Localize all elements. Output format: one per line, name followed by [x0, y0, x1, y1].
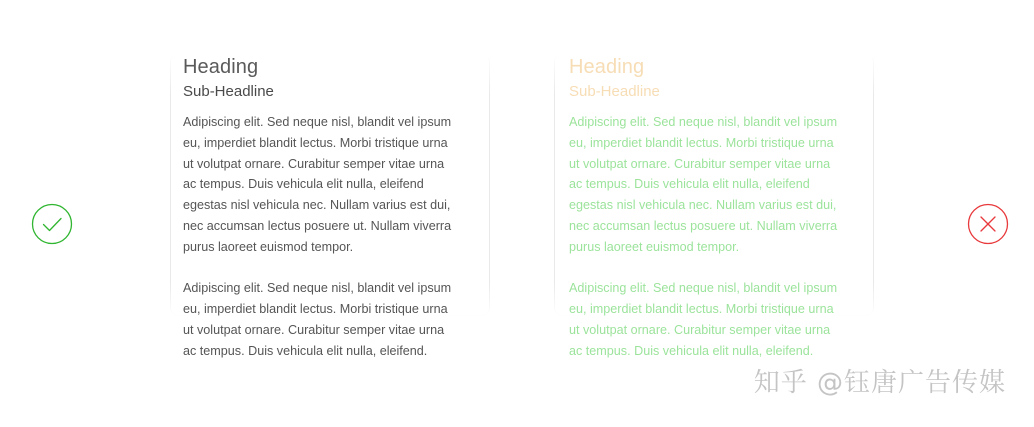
- paragraph-line: Adipiscing elit. Sed neque nisl, blandit vel ipsum: [183, 115, 452, 129]
- paragraph-line: ut volutpat ornare. Curabitur semper vitae urna: [183, 322, 445, 337]
- paragraph-line: Adipiscing elit. Sed neque nisl, blandit vel ipsum: [569, 115, 838, 129]
- paragraph-line: eu, imperdiet blandit lectus. Morbi tristique urna: [569, 135, 834, 150]
- paragraph-line: ac tempus. Duis vehicula elit nulla, eleifend.: [569, 343, 814, 358]
- bad-example-content: [569, 55, 869, 362]
- paragraph-line: ut volutpat ornare. Curabitur semper vitae urna: [569, 156, 831, 171]
- paragraph-line: eu, imperdiet blandit lectus. Morbi tristique urna: [183, 302, 448, 317]
- paragraph-line: Adipiscing elit. Sed neque nisl, blandit vel ipsum: [569, 281, 838, 296]
- paragraph-line: ut volutpat ornare. Curabitur semper vitae urna: [569, 322, 831, 337]
- good-example-heading: Heading: [183, 56, 259, 78]
- paragraph-line: egestas nisl vehicula nec. Nullam varius est dui,: [569, 198, 837, 213]
- paragraph-line: purus laoreet euismod tempor.: [183, 239, 354, 254]
- bad-example-subheading: Sub-Headline: [569, 83, 660, 100]
- paragraph-line: Adipiscing elit. Sed neque nisl, blandit vel ipsum: [183, 281, 452, 296]
- check-circle-icon: [30, 202, 74, 246]
- paragraph-line: eu, imperdiet blandit lectus. Morbi tristique urna: [569, 302, 834, 317]
- paragraph-line: nec accumsan lectus posuere ut. Nullam viverra: [183, 218, 452, 233]
- bad-example-paragraph-1: [569, 112, 869, 258]
- good-example-paragraph-1: [183, 112, 483, 258]
- cross-circle-icon: [966, 202, 1010, 246]
- good-example-paragraph-2: [183, 278, 483, 361]
- bad-example-paragraph-2: [569, 278, 869, 361]
- paragraph-line: ac tempus. Duis vehicula elit nulla, eleifend: [183, 177, 424, 192]
- paragraph-line: eu, imperdiet blandit lectus. Morbi tristique urna: [183, 135, 448, 150]
- paragraph-line: ut volutpat ornare. Curabitur semper vitae urna: [183, 156, 445, 171]
- bad-example-heading: Heading: [569, 56, 645, 78]
- paragraph-line: ac tempus. Duis vehicula elit nulla, eleifend: [569, 177, 810, 192]
- watermark-text: 知乎 @钰唐广告传媒: [753, 368, 1006, 398]
- paragraph-line: ac tempus. Duis vehicula elit nulla, eleifend.: [183, 343, 428, 358]
- good-example-subheading: Sub-Headline: [183, 83, 274, 100]
- paragraph-line: purus laoreet euismod tempor.: [569, 239, 740, 254]
- good-example-content: [183, 55, 483, 362]
- paragraph-line: egestas nisl vehicula nec. Nullam varius est dui,: [183, 198, 451, 213]
- paragraph-line: nec accumsan lectus posuere ut. Nullam viverra: [569, 218, 838, 233]
